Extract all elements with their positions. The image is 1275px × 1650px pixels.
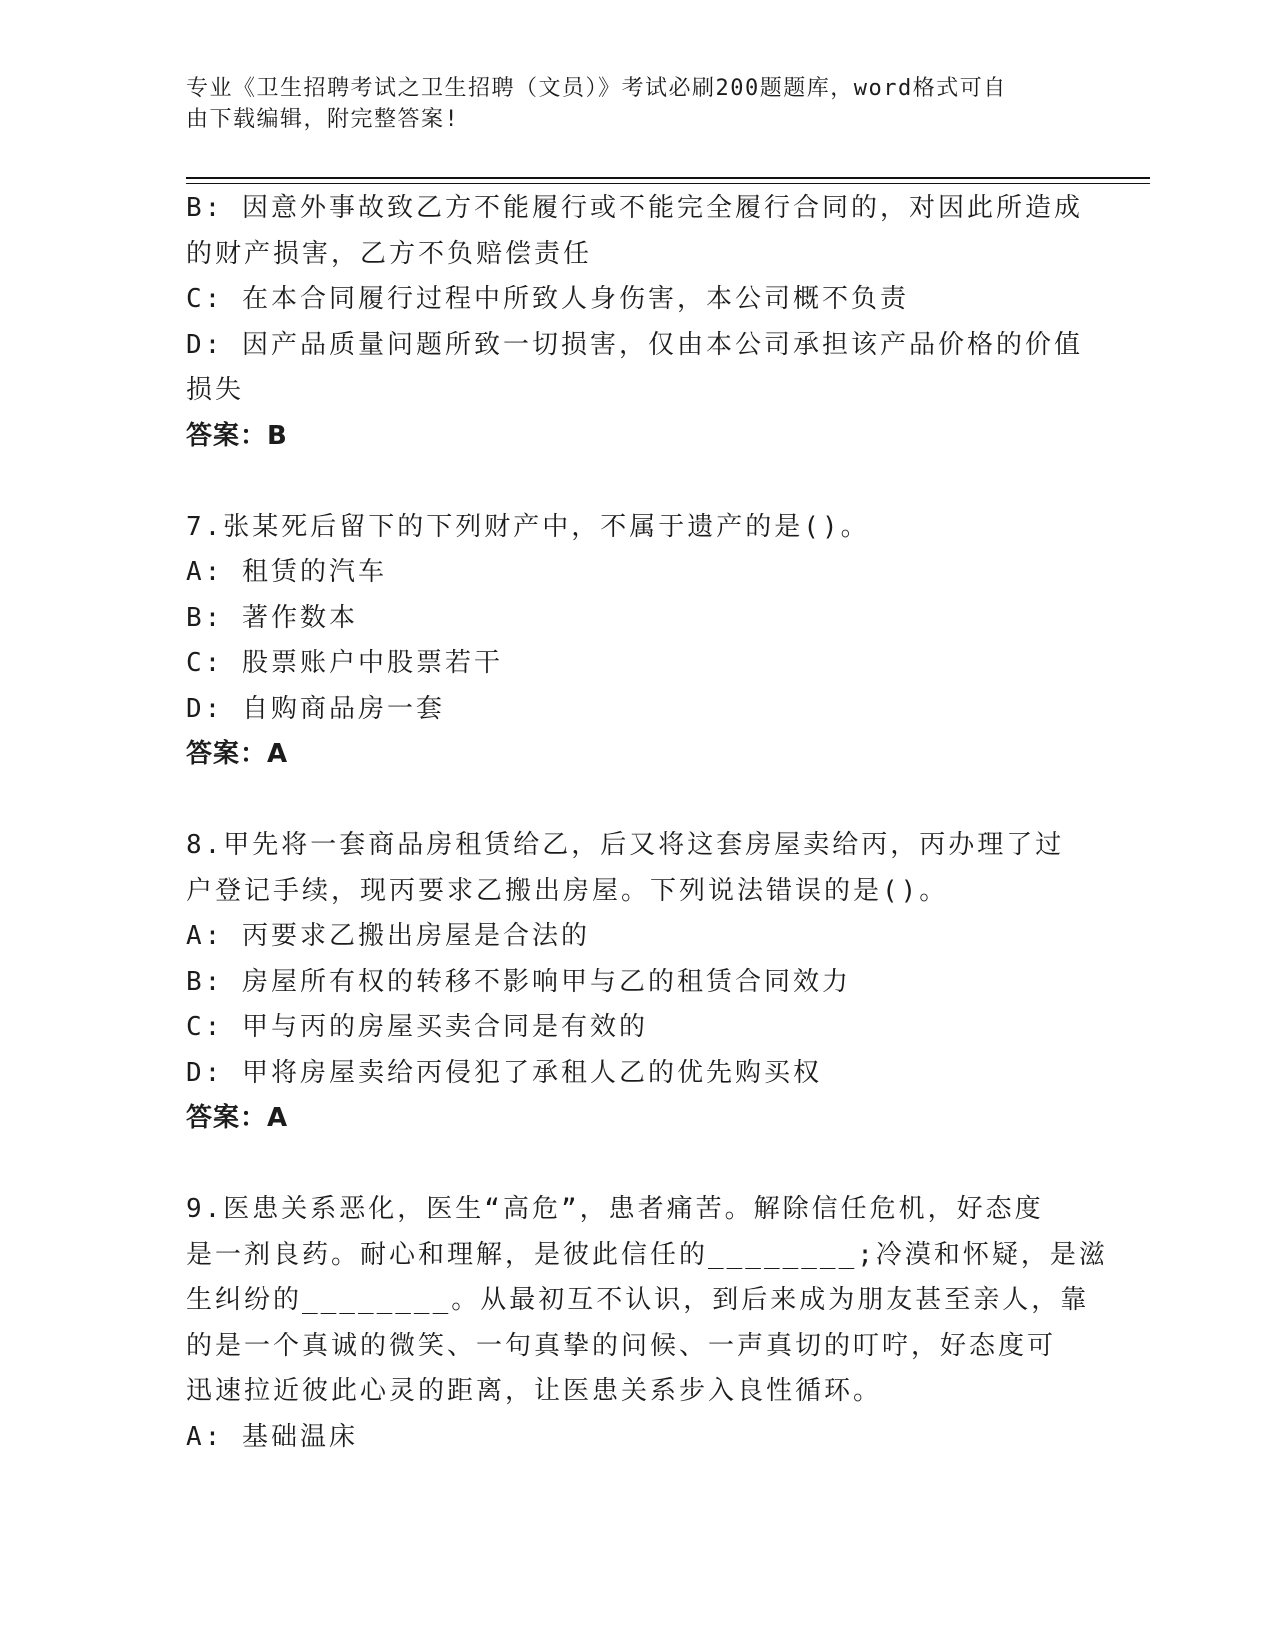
question-stem-line-1: 8.甲先将一套商品房租赁给乙，后又将这套房屋卖给丙，丙办理了过	[186, 830, 1065, 860]
option-d-line-2: 损失	[186, 375, 245, 405]
option-a: A: 丙要求乙搬出房屋是合法的	[186, 921, 590, 951]
option-c: C: 甲与丙的房屋买卖合同是有效的	[186, 1012, 648, 1042]
option-c: C: 在本合同履行过程中所致人身伤害，本公司概不负责	[186, 284, 909, 314]
option-d: D: 甲将房屋卖给丙侵犯了承租人乙的优先购买权	[186, 1057, 822, 1088]
question-stem-line-3: 生纠纷的________。从最初互不认识，到后来成为朋友甚至亲人，靠	[186, 1285, 1090, 1315]
option-b-line-2: 的财产损害，乙方不负赔偿责任	[186, 238, 593, 269]
question-9	[186, 1187, 1108, 1460]
question-stem-line-1: 9.医患关系恶化，医生“高危”，患者痛苦。解除信任危机，好态度	[186, 1194, 1044, 1224]
option-b: B: 房屋所有权的转移不影响甲与乙的租赁合同效力	[186, 966, 851, 997]
option-b: B: 著作数本	[186, 602, 358, 633]
answer: 答案：A	[186, 1103, 289, 1133]
header-title-line-2: 由下载编辑，附完整答案!	[186, 107, 460, 132]
question-stem-line-4: 的是一个真诚的微笑、一句真挚的问候、一声真切的叮咛，好态度可	[186, 1330, 1057, 1361]
option-a: A: 基础温床	[186, 1421, 358, 1452]
option-a: A: 租赁的汽车	[186, 557, 387, 587]
question-stem: 7.张某死后留下的下列财产中，不属于遗产的是()。	[186, 511, 870, 542]
question-stem-line-2: 户登记手续，现丙要求乙搬出房屋。下列说法错误的是()。	[186, 875, 949, 906]
header-title-line-1: 专业《卫生招聘考试之卫生招聘（文员）》考试必刷200题题库，word格式可自	[186, 76, 1007, 101]
option-d-line-1: D: 因产品质量问题所致一切损害，仅由本公司承担该产品价格的价值	[186, 329, 1083, 360]
question-6	[186, 186, 1086, 459]
answer: 答案：A	[186, 739, 289, 769]
option-d: D: 自购商品房一套	[186, 693, 445, 724]
question-8	[186, 823, 1086, 1142]
question-stem-line-5: 迅速拉近彼此心灵的距离，让医患关系步入良性循环。	[186, 1376, 883, 1406]
answer: 答案：B	[186, 420, 288, 451]
header-divider-thick	[186, 177, 1150, 179]
question-content	[186, 186, 1108, 1460]
option-c: C: 股票账户中股票若干	[186, 648, 503, 678]
header-divider-thin	[186, 183, 1150, 184]
question-7	[186, 505, 1086, 778]
question-stem-line-2: 是一剂良药。耐心和理解，是彼此信任的________;冷漠和怀疑，是滋	[186, 1239, 1108, 1270]
option-b-line-1: B: 因意外事故致乙方不能履行或不能完全履行合同的，对因此所造成	[186, 193, 1083, 223]
document-header	[186, 73, 1066, 135]
